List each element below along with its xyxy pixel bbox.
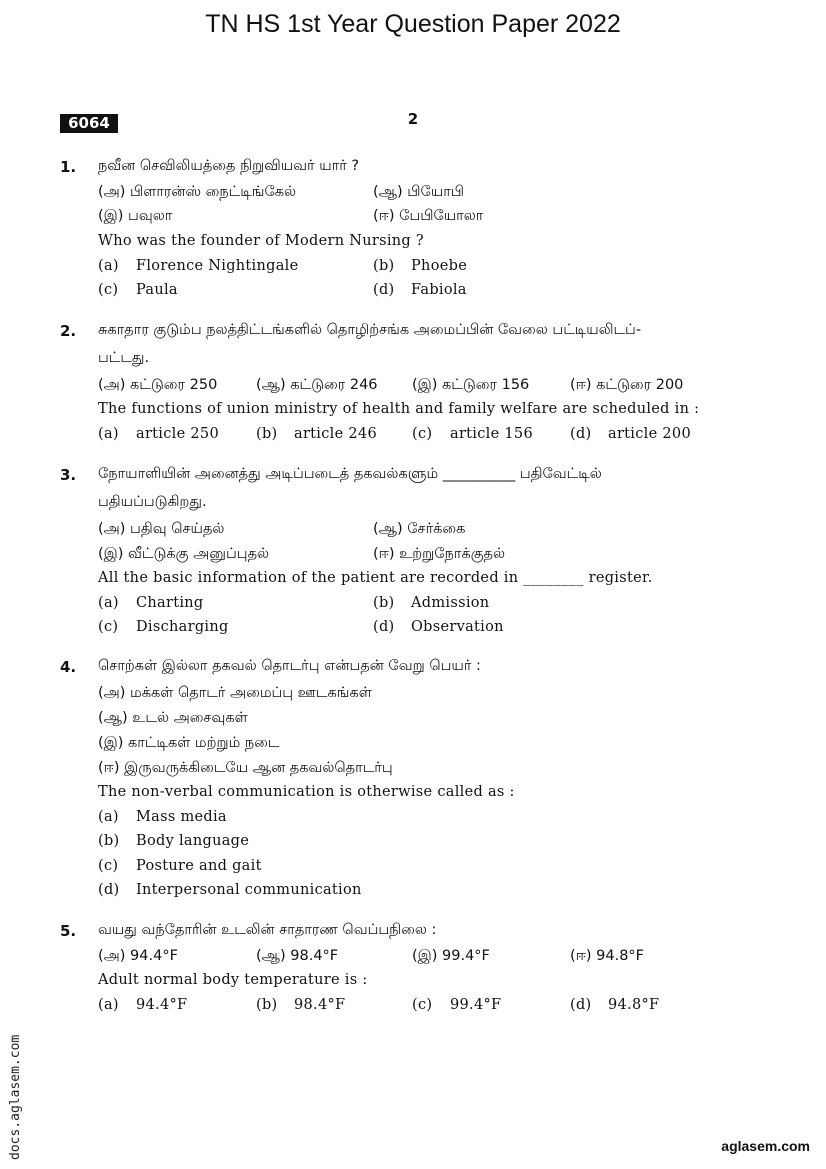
option-tamil-b: (ஆ) 98.4°F bbox=[256, 948, 339, 964]
question-text-english: All the basic information of the patient are recorded in ________ register. bbox=[98, 570, 653, 586]
side-watermark: docs.aglasem.com bbox=[8, 1034, 23, 1160]
option-english-b: (b) 98.4°F bbox=[256, 997, 346, 1013]
option-tamil-a: (அ) பதிவு செய்தல் bbox=[98, 521, 225, 537]
option-tamil-b: (ஆ) கட்டுரை 246 bbox=[256, 377, 378, 393]
page-title: TN HS 1st Year Question Paper 2022 bbox=[205, 10, 621, 38]
option-english-c: (c) Posture and gait bbox=[98, 858, 262, 874]
option-english-b: (b) Admission bbox=[373, 595, 490, 611]
option-tamil-c: (இ) பவுலா bbox=[98, 208, 173, 224]
question-number: 1. bbox=[60, 158, 77, 176]
option-english-a: (a) article 250 bbox=[98, 426, 219, 442]
option-tamil-a: (அ) மக்கள் தொடர் அமைப்பு ஊடகங்கள் bbox=[98, 685, 372, 701]
option-english-b: (b) article 246 bbox=[256, 426, 377, 442]
option-english-a: (a) 94.4°F bbox=[98, 997, 188, 1013]
option-tamil-d: (ஈ) 94.8°F bbox=[570, 948, 645, 964]
option-tamil-a: (அ) பிளாரன்ஸ் நைட்டிங்கேல் bbox=[98, 184, 297, 200]
option-english-a: (a) Charting bbox=[98, 595, 204, 611]
question-text-tamil: சுகாதார குடும்ப நலத்திட்டங்களில் தொழிற்சங்க அமைப்பின் வேலை பட்டியலிடப்- bbox=[98, 322, 642, 338]
option-english-c: (c) Paula bbox=[98, 282, 178, 298]
question-number: 5. bbox=[60, 922, 77, 940]
option-english-a: (a) Mass media bbox=[98, 809, 227, 825]
question-text-english: Who was the founder of Modern Nursing ? bbox=[98, 233, 424, 249]
option-tamil-c: (இ) காட்டிகள் மற்றும் நடை bbox=[98, 735, 280, 751]
option-english-c: (c) Discharging bbox=[98, 619, 229, 635]
question-text-tamil: நோயாளியின் அனைத்து அடிப்படைத் தகவல்களும் __________ பதிவேட்டில் bbox=[98, 466, 602, 482]
option-english-c: (c) article 156 bbox=[412, 426, 533, 442]
option-tamil-c: (இ) வீட்டுக்கு அனுப்புதல் bbox=[98, 546, 270, 562]
option-english-d: (d) article 200 bbox=[570, 426, 691, 442]
question-text-tamil-cont: பட்டது. bbox=[98, 350, 150, 366]
question-number: 4. bbox=[60, 658, 77, 676]
question-text-english: The functions of union ministry of health and family welfare are scheduled in : bbox=[98, 401, 700, 417]
option-tamil-b: (ஆ) பியோபி bbox=[373, 184, 465, 200]
option-tamil-d: (ஈ) இருவருக்கிடையே ஆன தகவல்தொடர்பு bbox=[98, 760, 393, 776]
question-text-tamil: நவீன செவிலியத்தை நிறுவியவர் யார் ? bbox=[98, 158, 360, 174]
option-tamil-b: (ஆ) உடல் அசைவுகள் bbox=[98, 710, 248, 726]
option-tamil-d: (ஈ) பேபியோலா bbox=[373, 208, 484, 224]
option-tamil-d: (ஈ) உற்றுநோக்குதல் bbox=[373, 546, 506, 562]
option-english-d: (d) Observation bbox=[373, 619, 504, 635]
option-english-b: (b) Body language bbox=[98, 833, 250, 849]
option-tamil-a: (அ) 94.4°F bbox=[98, 948, 178, 964]
option-tamil-c: (இ) கட்டுரை 156 bbox=[412, 377, 530, 393]
question-number: 2. bbox=[60, 322, 77, 340]
question-text-english: Adult normal body temperature is : bbox=[98, 972, 368, 988]
footer-brand-link[interactable]: aglasem.com bbox=[721, 1138, 810, 1154]
page-number: 2 bbox=[407, 110, 419, 128]
question-text-tamil: வயது வந்தோரின் உடலின் சாதாரண வெப்பநிலை : bbox=[98, 922, 437, 938]
option-english-c: (c) 99.4°F bbox=[412, 997, 502, 1013]
option-english-d: (d) Interpersonal communication bbox=[98, 882, 362, 898]
option-english-d: (d) Fabiola bbox=[373, 282, 467, 298]
option-tamil-a: (அ) கட்டுரை 250 bbox=[98, 377, 218, 393]
option-english-d: (d) 94.8°F bbox=[570, 997, 660, 1013]
question-text-tamil: சொற்கள் இல்லா தகவல் தொடர்பு என்பதன் வேறு பெயர் : bbox=[98, 658, 481, 674]
option-english-b: (b) Phoebe bbox=[373, 258, 468, 274]
question-text-english: The non-verbal communication is otherwise called as : bbox=[98, 784, 515, 800]
paper-code-badge: 6064 bbox=[60, 114, 118, 133]
question-number: 3. bbox=[60, 466, 77, 484]
option-tamil-c: (இ) 99.4°F bbox=[412, 948, 490, 964]
question-text-tamil-cont: பதியப்படுகிறது. bbox=[98, 494, 207, 510]
option-tamil-d: (ஈ) கட்டுரை 200 bbox=[570, 377, 684, 393]
option-tamil-b: (ஆ) சேர்க்கை bbox=[373, 521, 466, 537]
option-english-a: (a) Florence Nightingale bbox=[98, 258, 299, 274]
